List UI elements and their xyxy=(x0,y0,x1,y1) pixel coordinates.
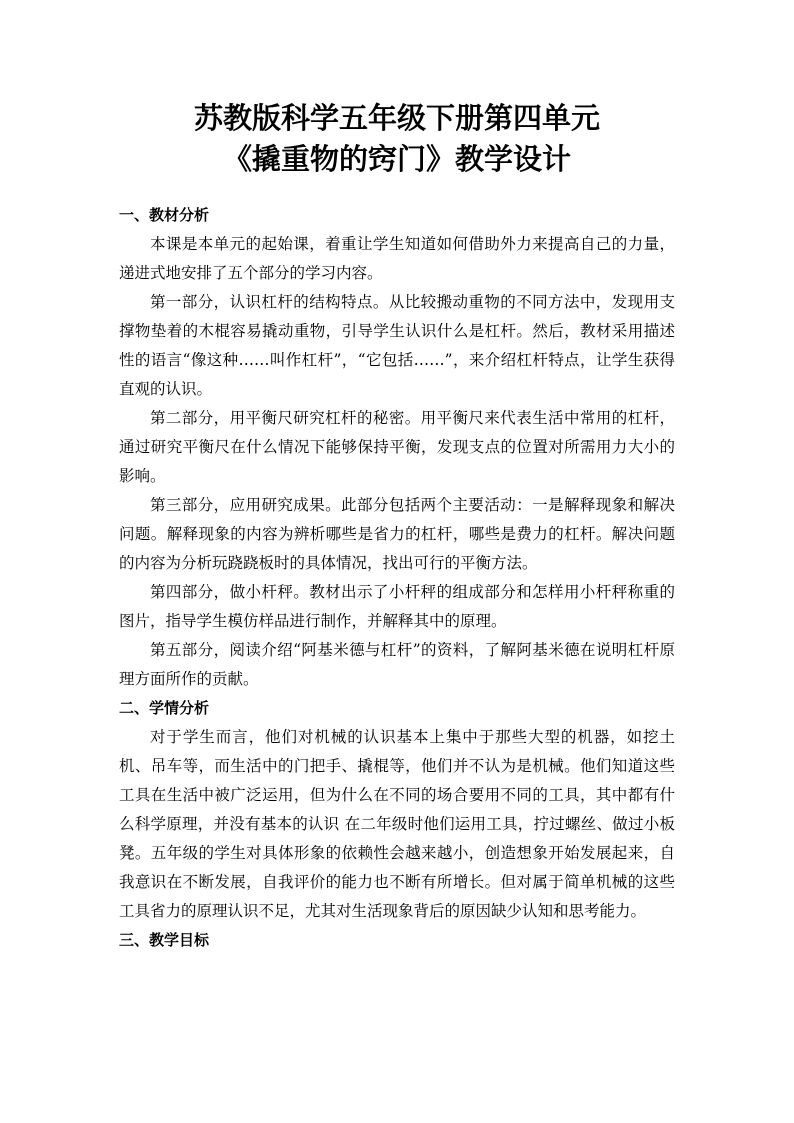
paragraph: 第二部分，用平衡尺研究杠杆的秘密。用平衡尺来代表生活中常用的杠杆，通过研究平衡尺在什么情况下能够保持平衡，发现支点的位置对所需用力大小的影响。 xyxy=(119,409,675,485)
document-title-line-1: 苏教版科学五年级下册第四单元 xyxy=(193,101,600,135)
section-heading: 一、教材分析 xyxy=(119,206,210,224)
paragraph: 对于学生而言，他们对机械的认识基本上集中于那些大型的机器，如挖土机、吊车等，而生活中的门把手、撬棍等，他们并不认为是机械。他们知道这些工具在生活中被广泛运用，但为什么在不同的场合要用不同的工具，其中都有什么科学原理，并没有基本的认识 在二年级时他们运用工具，拧过螺丝、做过小板凳。五年级的学生对具体形象的依赖性会越来越小，创造想象开始发展起来，自我意识在不断发展，自我评价的能力也不断有所增长。但对属于简单机械的这些工具省力的原理认识不足，尤其对生活现象背后的原因缺少认知和思考能力。 xyxy=(119,728,675,920)
paragraph: 第五部分，阅读介绍“阿基米德与杠杆”的资料，了解阿基米德在说明杠杆原理方面所作的贡献。 xyxy=(119,641,675,688)
section-textbook-analysis xyxy=(119,201,675,694)
paragraph: 第三部分，应用研究成果。此部分包括两个主要活动：一是解释现象和解决问题。解释现象的内容为辨析哪些是省力的杠杆，哪些是费力的杠杆。解决问题的内容为分析玩跷跷板时的具体情况，找出可行的平衡方法。 xyxy=(119,496,675,572)
section-heading: 二、学情分析 xyxy=(119,699,210,717)
paragraph: 第四部分，做小杆秤。教材出示了小杆秤的组成部分和怎样用小杆秤称重的图片，指导学生模仿样品进行制作，并解释其中的原理。 xyxy=(119,583,675,630)
paragraph: 本课是本单元的起始课，着重让学生知道如何借助外力来提高自己的力量，递进式地安排了五个部分的学习内容。 xyxy=(119,235,675,282)
section-teaching-goals xyxy=(119,926,675,955)
document-body xyxy=(119,201,675,955)
section-student-analysis xyxy=(119,694,675,926)
section-heading: 三、教学目标 xyxy=(119,931,210,949)
paragraph: 第一部分，认识杠杆的结构特点。从比较搬动重物的不同方法中，发现用支撑物垫着的木棍容易撬动重物，引导学生认识什么是杠杆。然后，教材采用描述性的语言“像这种……叫作杠杆”，“它包括……”，来介绍杠杆特点，让学生获得直观的认识。 xyxy=(119,293,675,398)
document-title-line-2: 《撬重物的窍门》教学设计 xyxy=(222,142,571,176)
